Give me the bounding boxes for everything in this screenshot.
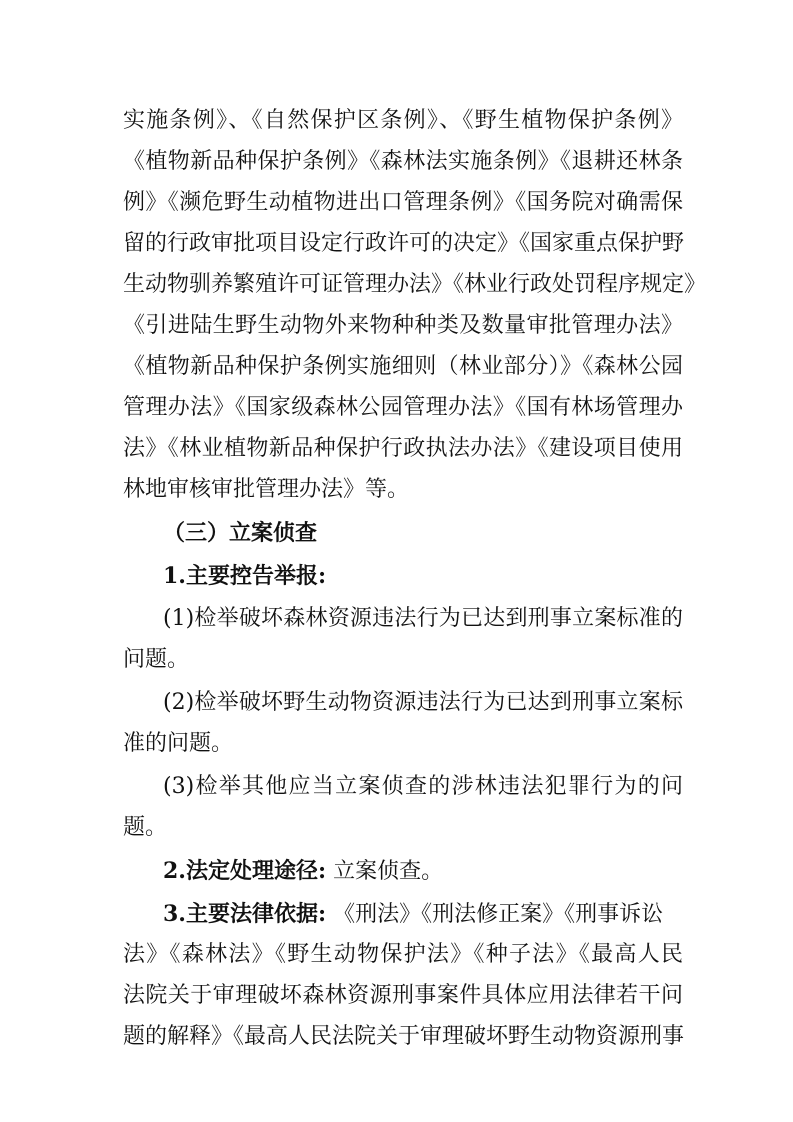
item1-heading: 1.主要控告举报: [163, 563, 327, 589]
paragraph-line-10: 林地审核审批管理办法》等。 [123, 477, 410, 502]
item1-sub1-line2: 问题。 [123, 647, 190, 672]
item1-sub2-line1: (2)检举破坏野生动物资源违法行为已达到刑事立案标 [163, 690, 683, 715]
item2-heading: 2.法定处理途径: [163, 858, 327, 884]
item3-heading: 3.主要法律依据: [163, 901, 327, 927]
item1-sub3-line1: (3)检举其他应当立案侦查的涉林违法犯罪行为的问 [163, 774, 683, 799]
paragraph-line-2: 《植物新品种保护条例》《森林法实施条例》《退耕还林条 [123, 149, 683, 174]
paragraph-line-7: 《植物新品种保护条例实施细则（林业部分）》《森林公园 [123, 354, 683, 379]
section-heading: （三）立案侦查 [163, 520, 318, 546]
item2-line [163, 851, 683, 891]
paragraph-line-8: 管理办法》《国家级森林公园管理办法》《国有林场管理办 [123, 395, 683, 420]
paragraph-line-5: 生动物驯养繁殖许可证管理办法》《林业行政处罚程序规定》 [123, 272, 707, 297]
paragraph-line-3: 例》《濒危野生动植物进出口管理条例》《国务院对确需保 [123, 190, 683, 215]
item3-line1-text: 《刑法》《刑法修正案》《刑事诉讼 [333, 902, 664, 927]
item3-line2: 法》《森林法》《野生动物保护法》《种子法》《最高人民 [123, 942, 683, 967]
item3-line3: 法院关于审理破坏森林资源刑事案件具体应用法律若干问 [123, 983, 683, 1008]
item1-sub1-line1: (1)检举破坏森林资源违法行为已达到刑事立案标准的 [163, 606, 683, 631]
item1-sub2-line2: 准的问题。 [123, 731, 234, 756]
paragraph-line-6: 《引进陆生野生动物外来物种种类及数量审批管理办法》 [123, 313, 683, 338]
item1-sub3-line2: 题。 [123, 815, 168, 840]
paragraph-line-1: 实施条例》、《自然保护区条例》、《野生植物保护条例》 [123, 108, 683, 133]
paragraph-line-4: 留的行政审批项目设定行政许可的决定》《国家重点保护野 [123, 231, 685, 256]
item3-line4: 题的解释》《最高人民法院关于审理破坏野生动物资源刑事 [123, 1024, 685, 1049]
paragraph-line-9: 法》《林业植物新品种保护行政执法办法》《建设项目使用 [123, 436, 683, 461]
item3-line1 [163, 894, 683, 934]
item2-text: 立案侦查。 [333, 859, 444, 884]
